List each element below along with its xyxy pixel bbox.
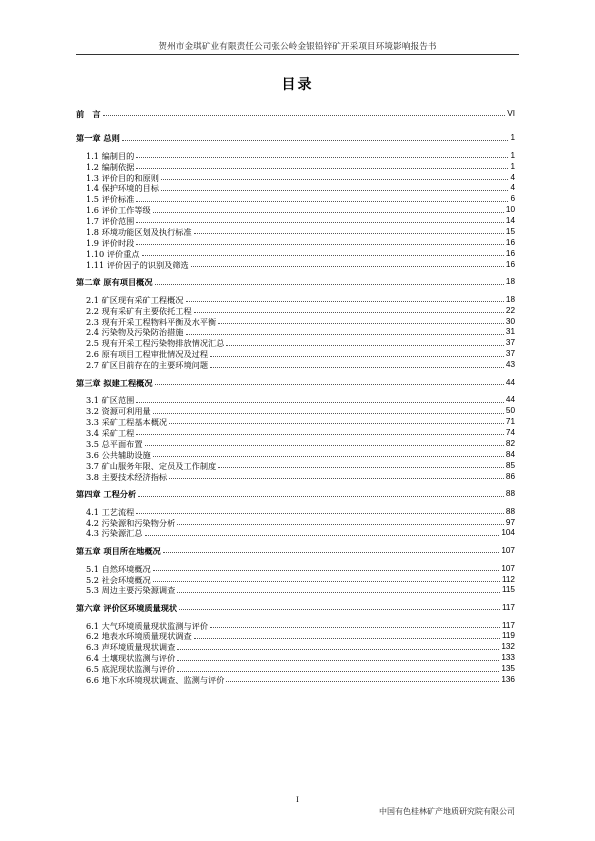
toc-entry-label: 第六章 评价区环境质量现状 xyxy=(76,602,178,613)
toc-section-entry[interactable] xyxy=(76,237,515,248)
toc-entry-page: 74 xyxy=(505,427,515,437)
toc-chapter-entry[interactable] xyxy=(76,132,515,143)
toc-section-entry[interactable] xyxy=(76,674,515,685)
toc-entry-page: 1 xyxy=(510,133,515,143)
page-title: 目录 xyxy=(281,77,314,93)
toc-leader-dots xyxy=(155,384,504,385)
toc-entry-page: 44 xyxy=(505,395,515,405)
toc-spacer xyxy=(76,370,515,377)
toc-spacer xyxy=(76,126,515,133)
toc-spacer xyxy=(76,499,515,506)
toc-section-entry[interactable] xyxy=(76,631,515,642)
toc-leader-dots xyxy=(194,233,504,234)
toc-entry-label: 3.7 矿山服务年限、定员及工作制度 xyxy=(86,460,217,471)
toc-entry-label: 4.3 污染源汇总 xyxy=(86,528,143,539)
toc-section-entry[interactable] xyxy=(76,471,515,482)
toc-entry-label: 5.1 自然环境概况 xyxy=(86,563,151,574)
running-header: 贺州市金琪矿业有限责任公司张公岭金银铅锌矿开采项目环境影响报告书 xyxy=(158,42,437,52)
toc-chapter-entry[interactable] xyxy=(76,545,515,556)
toc-section-entry[interactable] xyxy=(76,327,515,338)
toc-entry-label: 4.1 工艺流程 xyxy=(86,506,135,517)
toc-entry-page: 50 xyxy=(505,406,515,416)
toc-leader-dots xyxy=(226,345,503,346)
toc-entry-page: 115 xyxy=(501,585,515,595)
toc-entry-page: 22 xyxy=(505,305,515,315)
toc-leader-dots xyxy=(218,323,504,324)
toc-entry-page: 16 xyxy=(505,248,515,258)
toc-entry-label: 第五章 项目所在地概况 xyxy=(76,546,161,557)
toc-section-entry[interactable] xyxy=(76,427,515,438)
toc-entry-page: 112 xyxy=(501,574,515,584)
toc-section-entry[interactable] xyxy=(76,294,515,305)
toc-entry-label: 第四章 工程分析 xyxy=(76,489,137,500)
toc-leader-dots xyxy=(136,402,504,403)
toc-entry-page: 133 xyxy=(501,653,515,663)
toc-entry-label: 3.8 主要技术经济指标 xyxy=(86,471,168,482)
toc-entry-label: 2.3 现有开采工程物料平衡及水平衡 xyxy=(86,316,217,327)
toc-leader-dots xyxy=(194,638,500,639)
toc-entry-label: 第二章 原有项目概况 xyxy=(76,277,153,288)
toc-leader-dots xyxy=(177,592,500,593)
toc-entry-page: 117 xyxy=(501,602,515,612)
toc-entry-label: 1.9 评价时段 xyxy=(86,237,135,248)
toc-entry-label: 3.5 总平面布置 xyxy=(86,438,143,449)
toc-leader-dots xyxy=(153,456,504,457)
toc-entry-label: 2.6 原有项目工程审批情况及过程 xyxy=(86,349,209,360)
toc-section-entry[interactable] xyxy=(76,574,515,585)
toc-entry-label: 6.1 大气环境质量现状监测与评价 xyxy=(86,620,209,631)
toc-section-entry[interactable] xyxy=(76,348,515,359)
toc-section-entry[interactable] xyxy=(76,226,515,237)
toc-entry-page: 97 xyxy=(505,517,515,527)
toc-entry-label: 5.3 周边主要污染源调查 xyxy=(86,585,176,596)
toc-section-entry[interactable] xyxy=(76,337,515,348)
toc-entry-label: 2.5 现有开采工程污染物排放情况汇总 xyxy=(86,338,225,349)
toc-entry-page: 1 xyxy=(510,161,515,171)
toc-leader-dots xyxy=(177,524,504,525)
toc-entry-page: 136 xyxy=(501,675,515,685)
toc-leader-dots xyxy=(210,367,504,368)
toc-leader-dots xyxy=(138,496,504,497)
toc-chapter-entry[interactable] xyxy=(76,377,515,388)
toc-leader-dots xyxy=(136,222,504,223)
toc-chapter-entry[interactable] xyxy=(76,276,515,287)
toc-section-entry[interactable] xyxy=(76,438,515,449)
toc-entry-label: 1.7 评价范围 xyxy=(86,216,135,227)
toc-section-entry[interactable] xyxy=(76,394,515,405)
toc-entry-page: 44 xyxy=(505,377,515,387)
toc-section-entry[interactable] xyxy=(76,248,515,259)
toc-section-entry[interactable] xyxy=(76,506,515,517)
toc-leader-dots xyxy=(186,301,504,302)
toc-section-entry[interactable] xyxy=(76,150,515,161)
toc-chapter-entry[interactable] xyxy=(76,488,515,499)
toc-section-entry[interactable] xyxy=(76,259,515,270)
toc-entry-label: 1.6 评价工作等级 xyxy=(86,205,151,216)
toc-spacer xyxy=(76,388,515,395)
toc-section-entry[interactable] xyxy=(76,215,515,226)
toc-entry-page: 119 xyxy=(501,631,515,641)
toc-section-entry[interactable] xyxy=(76,517,515,528)
toc-entry-label: 5.2 社会环境概况 xyxy=(86,574,151,585)
toc-entry-label: 3.3 采矿工程基本概况 xyxy=(86,417,168,428)
toc-entry-label: 4.2 污染源和污染物分析 xyxy=(86,517,176,528)
toc-leader-dots xyxy=(169,423,504,424)
toc-entry-label: 3.1 矿区范围 xyxy=(86,395,135,406)
toc-entry-page: 4 xyxy=(510,172,515,182)
toc-section-entry[interactable] xyxy=(76,359,515,370)
toc-leader-dots xyxy=(210,356,504,357)
toc-section-entry[interactable] xyxy=(76,172,515,183)
toc-entry-label: 1.4 保护环境的目标 xyxy=(86,183,159,194)
toc-entry-page: 132 xyxy=(501,642,515,652)
toc-entry-page: 37 xyxy=(505,338,515,348)
toc-leader-dots xyxy=(161,179,509,180)
toc-entry-page: 37 xyxy=(505,349,515,359)
toc-entry-label: 1.1 编制目的 xyxy=(86,150,135,161)
toc-leader-dots xyxy=(145,445,504,446)
toc-entry-page: 117 xyxy=(501,620,515,630)
toc-leader-dots xyxy=(155,284,504,285)
toc-entry-page: 84 xyxy=(505,449,515,459)
toc-entry-page: 86 xyxy=(505,471,515,481)
toc-entry-page: VI xyxy=(507,108,515,118)
toc-entry-label: 1.3 评价目的和原则 xyxy=(86,172,159,183)
toc-entry-page: 10 xyxy=(505,205,515,215)
toc-section-entry[interactable] xyxy=(76,161,515,172)
toc-entry-page: 1 xyxy=(510,150,515,160)
toc-leader-dots xyxy=(122,140,509,141)
toc-entry-page: 104 xyxy=(501,528,515,538)
toc-section-entry[interactable] xyxy=(76,460,515,471)
toc-entry-label: 前 言 xyxy=(76,108,101,119)
toc-chapter-entry[interactable] xyxy=(76,108,515,119)
toc-section-entry[interactable] xyxy=(76,652,515,663)
toc-leader-dots xyxy=(161,190,509,191)
toc-spacer xyxy=(76,595,515,602)
toc-entry-label: 6.3 声环境质量现状调查 xyxy=(86,642,176,653)
toc-entry-page: 15 xyxy=(505,226,515,236)
toc-section-entry[interactable] xyxy=(76,449,515,460)
toc-entry-label: 6.6 地下水环境现状调查、监测与评价 xyxy=(86,675,225,686)
toc-entry-label: 3.2 资源可利用量 xyxy=(86,406,151,417)
toc-entry-page: 107 xyxy=(501,563,515,573)
toc-entry-page: 6 xyxy=(510,194,515,204)
toc-leader-dots xyxy=(194,312,504,313)
toc-entry-label: 2.4 污染物及污染防治措施 xyxy=(86,327,184,338)
toc-leader-dots xyxy=(136,201,508,202)
toc-section-entry[interactable] xyxy=(76,663,515,674)
toc-entry-label: 1.11 评价因子的识别及筛选 xyxy=(86,259,189,270)
toc-leader-dots xyxy=(177,649,499,650)
toc-entry-label: 2.1 矿区现有采矿工程概况 xyxy=(86,294,184,305)
toc-entry-page: 31 xyxy=(505,327,515,337)
toc-entry-label: 6.5 底泥现状监测与评价 xyxy=(86,664,176,675)
toc-spacer xyxy=(76,482,515,489)
toc-chapter-entry[interactable] xyxy=(76,602,515,613)
toc-entry-label: 第三章 拟建工程概况 xyxy=(76,377,153,388)
toc-entry-label: 1.5 评价标准 xyxy=(86,194,135,205)
toc-section-entry[interactable] xyxy=(76,528,515,539)
toc-entry-label: 2.7 矿区目前存在的主要环境问题 xyxy=(86,360,209,371)
toc-leader-dots xyxy=(153,413,504,414)
toc-leader-dots xyxy=(177,671,499,672)
toc-section-entry[interactable] xyxy=(76,405,515,416)
toc-leader-dots xyxy=(136,513,504,514)
toc-spacer xyxy=(76,143,515,150)
toc-entry-label: 1.8 环境功能区划及执行标准 xyxy=(86,226,192,237)
toc-entry-page: 85 xyxy=(505,460,515,470)
page-number: I xyxy=(296,795,299,804)
toc-entry-page: 82 xyxy=(505,438,515,448)
header-divider xyxy=(76,54,519,55)
toc-entry-label: 第一章 总则 xyxy=(76,133,120,144)
toc-entry-page: 14 xyxy=(505,216,515,226)
toc-entry-label: 2.2 现有采矿有主要依托工程 xyxy=(86,305,192,316)
toc-spacer xyxy=(76,613,515,620)
toc-entry-page: 16 xyxy=(505,237,515,247)
toc-spacer xyxy=(76,556,515,563)
table-of-contents xyxy=(76,108,515,685)
footer-organization: 中国有色桂林矿产地质研究院有限公司 xyxy=(379,807,515,816)
toc-section-entry[interactable] xyxy=(76,305,515,316)
toc-section-entry[interactable] xyxy=(76,416,515,427)
toc-entry-page: 16 xyxy=(505,259,515,269)
toc-section-entry[interactable] xyxy=(76,620,515,631)
toc-entry-page: 4 xyxy=(510,183,515,193)
toc-spacer xyxy=(76,287,515,294)
toc-leader-dots xyxy=(163,552,500,553)
toc-entry-label: 6.4 土壤现状监测与评价 xyxy=(86,653,176,664)
toc-leader-dots xyxy=(169,478,504,479)
toc-leader-dots xyxy=(145,535,500,536)
toc-section-entry[interactable] xyxy=(76,641,515,652)
toc-entry-label: 6.2 地表水环境质量现状调查 xyxy=(86,631,192,642)
toc-section-entry[interactable] xyxy=(76,585,515,596)
toc-leader-dots xyxy=(103,115,506,116)
toc-entry-label: 1.10 评价重点 xyxy=(86,248,140,259)
toc-leader-dots xyxy=(153,570,500,571)
toc-leader-dots xyxy=(179,609,500,610)
toc-entry-page: 71 xyxy=(505,417,515,427)
toc-leader-dots xyxy=(191,266,504,267)
toc-leader-dots xyxy=(186,334,504,335)
toc-section-entry[interactable] xyxy=(76,183,515,194)
toc-entry-page: 88 xyxy=(505,489,515,499)
toc-leader-dots xyxy=(142,255,504,256)
toc-entry-page: 43 xyxy=(505,360,515,370)
toc-section-entry[interactable] xyxy=(76,563,515,574)
toc-entry-label: 3.4 采矿工程 xyxy=(86,427,135,438)
toc-spacer xyxy=(76,119,515,126)
toc-leader-dots xyxy=(136,244,504,245)
toc-leader-dots xyxy=(136,157,508,158)
toc-entry-label: 3.6 公共辅助设施 xyxy=(86,449,151,460)
toc-entry-page: 107 xyxy=(501,546,515,556)
toc-leader-dots xyxy=(210,627,500,628)
toc-entry-page: 18 xyxy=(505,277,515,287)
toc-leader-dots xyxy=(153,581,500,582)
toc-entry-label: 1.2 编制依据 xyxy=(86,161,135,172)
toc-leader-dots xyxy=(136,434,504,435)
toc-spacer xyxy=(76,270,515,277)
toc-entry-page: 18 xyxy=(505,294,515,304)
toc-leader-dots xyxy=(153,212,504,213)
toc-leader-dots xyxy=(136,168,508,169)
toc-leader-dots xyxy=(226,681,499,682)
toc-section-entry[interactable] xyxy=(76,316,515,327)
toc-entry-page: 135 xyxy=(501,664,515,674)
toc-leader-dots xyxy=(218,467,504,468)
toc-section-entry[interactable] xyxy=(76,193,515,204)
toc-leader-dots xyxy=(177,660,499,661)
toc-section-entry[interactable] xyxy=(76,204,515,215)
toc-spacer xyxy=(76,538,515,545)
toc-entry-page: 30 xyxy=(505,316,515,326)
toc-entry-page: 88 xyxy=(505,506,515,516)
